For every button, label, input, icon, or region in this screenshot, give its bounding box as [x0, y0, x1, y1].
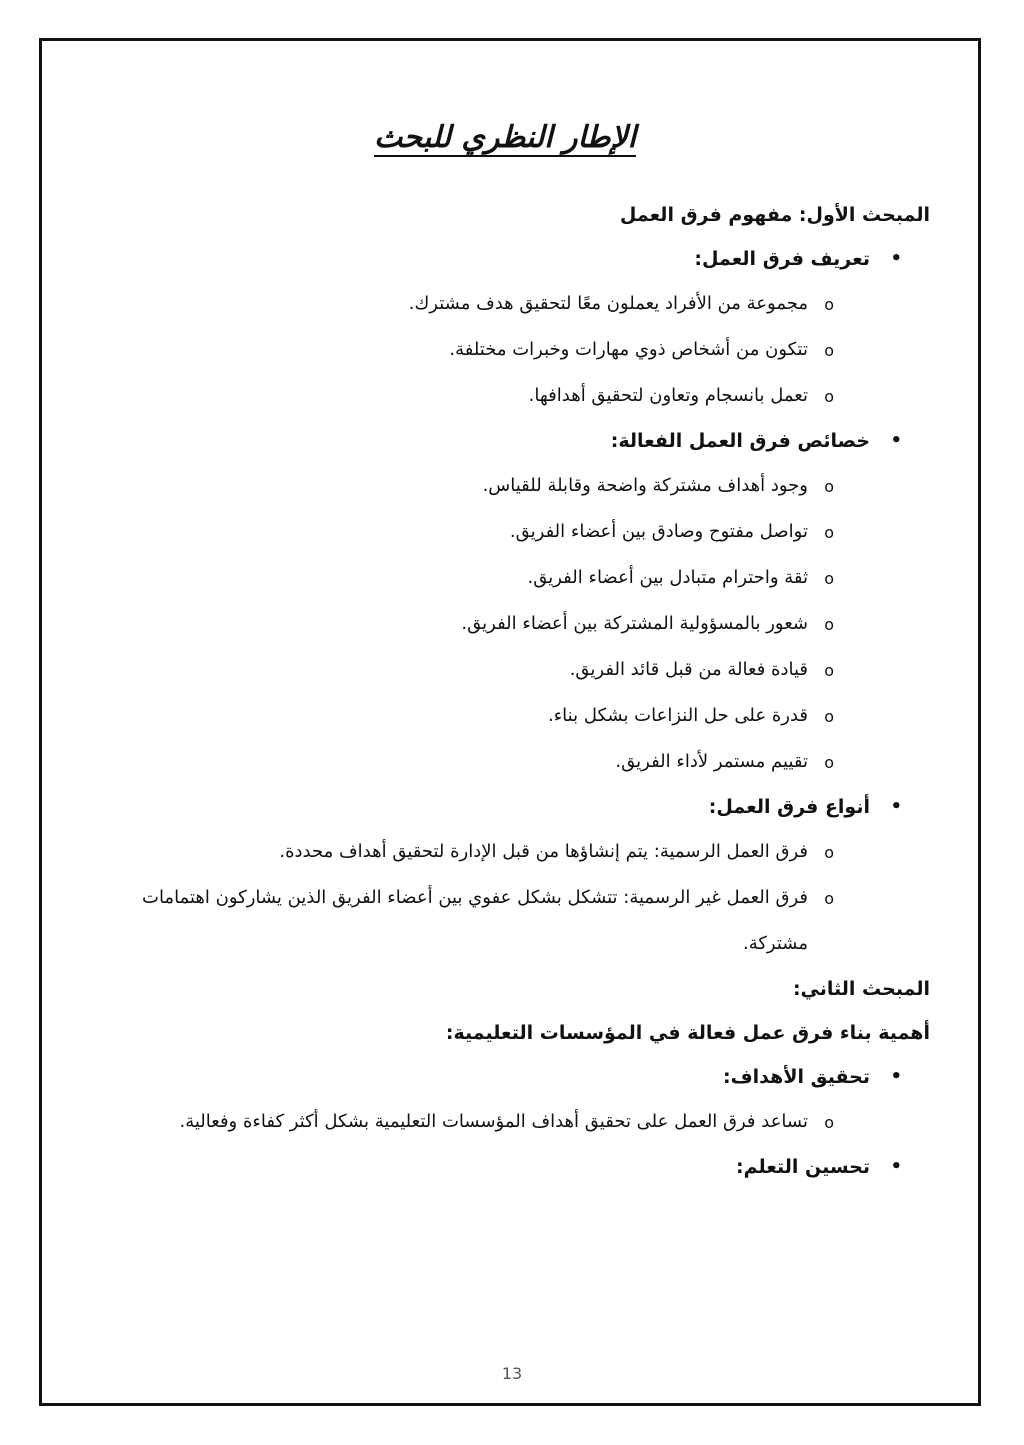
item-text: تقييم مستمر لأداء الفريق.	[615, 751, 808, 772]
item-text: تساعد فرق العمل على تحقيق أهداف المؤسسات التعليمية بشكل أكثر كفاءة وفعالية.	[179, 1111, 808, 1132]
list-item	[80, 373, 930, 419]
list-item	[80, 1099, 930, 1145]
list-item	[80, 281, 930, 327]
item-text: تعمل بانسجام وتعاون لتحقيق أهدافها.	[528, 385, 808, 406]
hollow-bullet-icon: ο	[824, 569, 834, 588]
filled-bullet-icon: •	[890, 1066, 902, 1087]
list-heading-item	[80, 1055, 930, 1099]
item-text: المبحث الأول: مفهوم فرق العمل	[619, 204, 930, 226]
list-heading-item	[80, 419, 930, 463]
list-heading-item	[80, 237, 930, 281]
hollow-bullet-icon: ο	[824, 387, 834, 406]
hollow-bullet-icon: ο	[824, 707, 834, 726]
document-body	[80, 100, 930, 1189]
item-text: تعريف فرق العمل:	[694, 248, 870, 270]
item-text: المبحث الثاني:	[792, 978, 930, 1000]
item-text: قيادة فعالة من قبل قائد الفريق.	[569, 659, 808, 680]
item-text: وجود أهداف مشتركة واضحة وقابلة للقياس.	[482, 475, 808, 496]
hollow-bullet-icon: ο	[824, 341, 834, 360]
list-item	[80, 327, 930, 373]
list-item	[80, 463, 930, 509]
hollow-bullet-icon: ο	[824, 615, 834, 634]
list-item	[80, 739, 930, 785]
list-item	[80, 555, 930, 601]
list-item	[80, 829, 930, 875]
filled-bullet-icon: •	[890, 430, 902, 451]
item-text: تحسين التعلم:	[735, 1156, 870, 1178]
item-text: تواصل مفتوح وصادق بين أعضاء الفريق.	[509, 521, 808, 542]
list-item	[80, 601, 930, 647]
filled-bullet-icon: •	[890, 248, 902, 269]
section-heading	[80, 967, 930, 1011]
item-text: تتكون من أشخاص ذوي مهارات وخبرات مختلفة.	[449, 339, 808, 360]
item-text: فرق العمل الرسمية: يتم إنشاؤها من قبل الإدارة لتحقيق أهداف محددة.	[279, 841, 808, 862]
hollow-bullet-icon: ο	[824, 295, 834, 314]
list-item	[80, 647, 930, 693]
page-title: الإطار النظري للبحث	[374, 120, 636, 155]
document-sections	[80, 193, 930, 1189]
item-text: مجموعة من الأفراد يعملون معًا لتحقيق هدف مشترك.	[408, 293, 808, 314]
filled-bullet-icon: •	[890, 796, 902, 817]
item-text: أنواع فرق العمل:	[708, 796, 870, 818]
filled-bullet-icon: •	[890, 1156, 902, 1177]
list-item	[80, 875, 930, 967]
hollow-bullet-icon: ο	[824, 661, 834, 680]
hollow-bullet-icon: ο	[824, 843, 834, 862]
item-text: ثقة واحترام متبادل بين أعضاء الفريق.	[527, 567, 808, 588]
hollow-bullet-icon: ο	[824, 753, 834, 772]
item-text: شعور بالمسؤولية المشتركة بين أعضاء الفريق.	[461, 613, 808, 634]
item-text: أهمية بناء فرق عمل فعالة في المؤسسات التعليمية:	[445, 1022, 930, 1044]
list-item	[80, 509, 930, 555]
hollow-bullet-icon: ο	[824, 523, 834, 542]
hollow-bullet-icon: ο	[824, 1113, 834, 1132]
item-text: فرق العمل غير الرسمية: تتشكل بشكل عفوي بين أعضاء الفريق الذين يشاركون اهتمامات مشتركة.	[142, 887, 808, 954]
section-heading	[80, 193, 930, 237]
item-text: خصائص فرق العمل الفعالة:	[610, 430, 870, 452]
section-heading	[80, 1011, 930, 1055]
hollow-bullet-icon: ο	[824, 889, 834, 908]
list-heading-item	[80, 785, 930, 829]
item-text: تحقيق الأهداف:	[723, 1066, 870, 1088]
hollow-bullet-icon: ο	[824, 477, 834, 496]
list-item	[80, 693, 930, 739]
page-number: 13	[501, 1364, 523, 1383]
list-heading-item	[80, 1145, 930, 1189]
item-text: قدرة على حل النزاعات بشكل بناء.	[547, 705, 808, 726]
